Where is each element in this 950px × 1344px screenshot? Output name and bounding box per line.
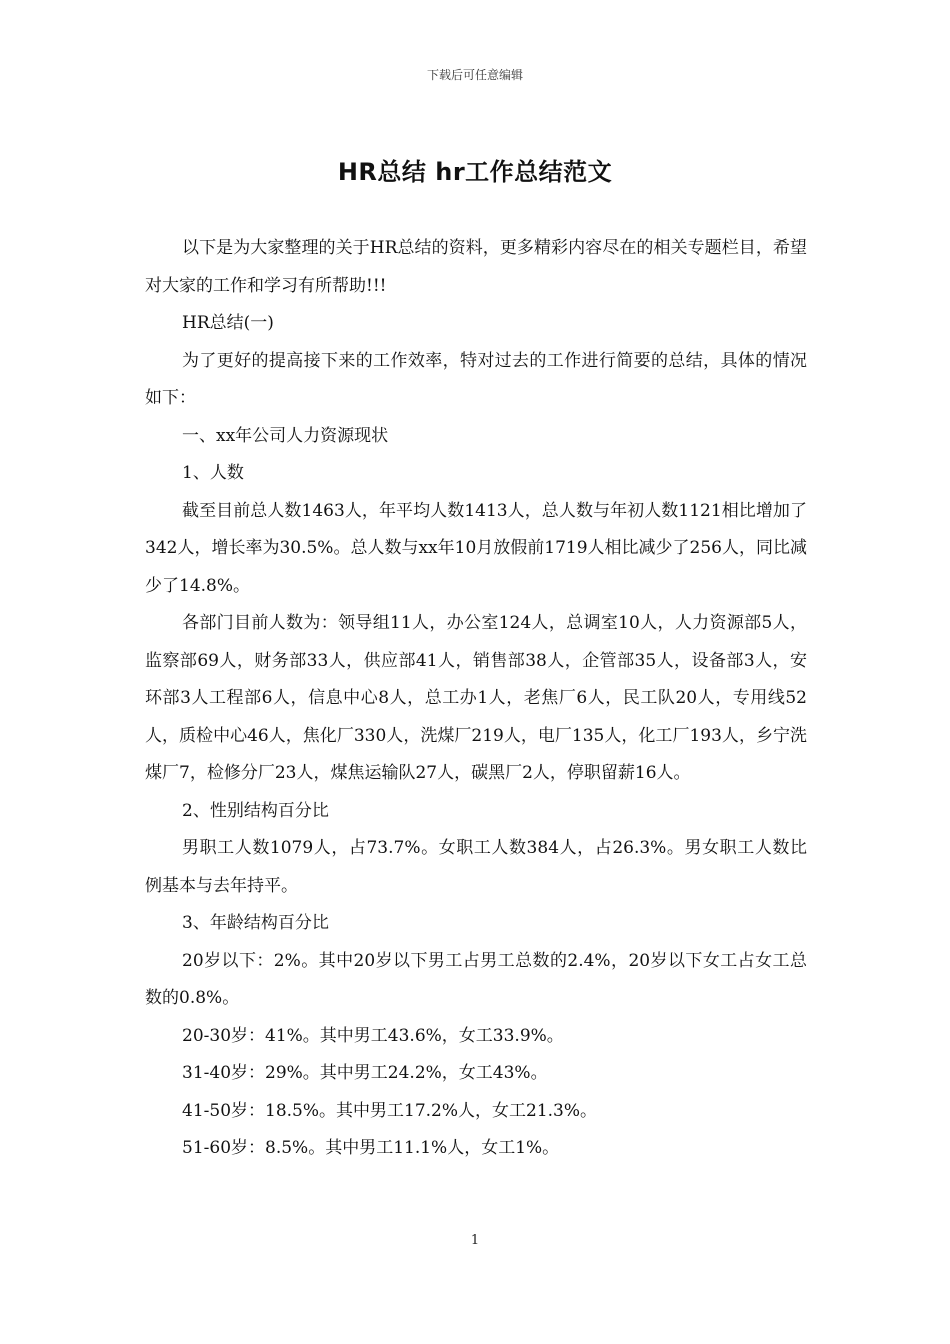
paragraph-purpose: 为了更好的提高接下来的工作效率，特对过去的工作进行简要的总结，具体的情况如下：	[145, 350, 807, 408]
subheading-age-structure: 3、年龄结构百分比	[182, 913, 329, 933]
paragraph-intro: 以下是为大家整理的关于HR总结的资料，更多精彩内容尽在的相关专题栏目，希望对大家的工作和学习有所帮助!!!	[145, 238, 807, 296]
document-title: HR总结 hr工作总结范文	[337, 158, 613, 186]
document-body	[145, 230, 807, 1168]
paragraph-age-51-60: 51-60岁：8.5%。其中男工11.1%人，女工1%。	[182, 1138, 560, 1158]
paragraph-age-31-40: 31-40岁：29%。其中男工24.2%，女工43%。	[182, 1063, 548, 1083]
paragraph-age-under-20: 20岁以下：2%。其中20岁以下男工占男工总数的2.4%，20岁以下女工占女工总数的0.8%。	[145, 950, 807, 1008]
paragraph-department-headcount: 各部门目前人数为：领导组11人，办公室124人，总调室10人，人力资源部5人，监察部69人，财务部33人，供应部41人，销售部38人，企管部35人，设备部3人，安环部3人工程部6人，信息中心8人，总工办1人，老焦厂6人，民工队20人，专用线52人，质检中心46人，焦化厂330人，洗煤厂219人，电厂135人，化工厂193人，乡宁洗煤厂7，检修分厂23人，煤焦运输队27人，碳黑厂2人，停职留薪16人。	[145, 613, 807, 783]
paragraph-headcount: 截至目前总人数1463人，年平均人数1413人，总人数与年初人数1121相比增加了342人，增长率为30.5%。总人数与xx年10月放假前1719人相比减少了256人，同比减少了14.8%。	[145, 500, 807, 596]
paragraph-age-20-30: 20-30岁：41%。其中男工43.6%，女工33.9%。	[182, 1025, 564, 1046]
section-heading-hr-status: 一、xx年公司人力资源现状	[182, 425, 389, 446]
page-number: 1	[470, 1233, 480, 1248]
paragraph-age-41-50: 41-50岁：18.5%。其中男工17.2%人，女工21.3%。	[182, 1100, 598, 1121]
subheading-gender-structure: 2、性别结构百分比	[182, 800, 329, 821]
paragraph-gender-structure: 男职工人数1079人，占73.7%。女职工人数384人，占26.3%。男女职工人数比例基本与去年持平。	[145, 838, 807, 896]
section-heading-hr-summary-1: HR总结(一)	[182, 313, 274, 333]
page-header-note: 下载后可任意编辑	[426, 68, 523, 82]
subheading-headcount: 1、人数	[182, 463, 244, 483]
